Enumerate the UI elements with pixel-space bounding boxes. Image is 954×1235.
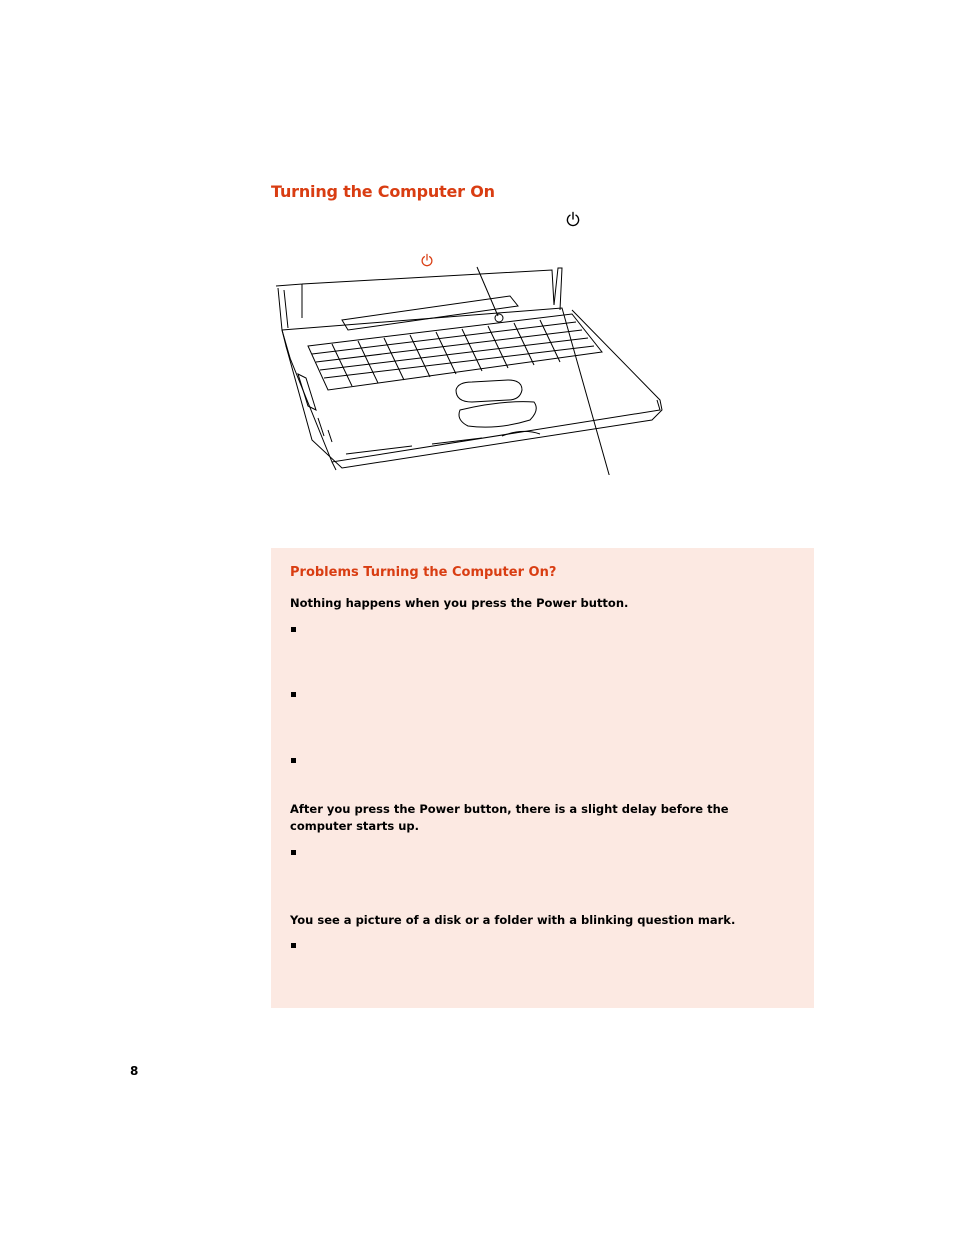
power-icon xyxy=(565,211,581,227)
problem-heading: Nothing happens when you press the Power button. xyxy=(290,596,629,610)
problem-heading: You see a picture of a disk or a folder with a blinking question mark. xyxy=(290,913,736,927)
power-button xyxy=(495,314,503,322)
section-title: Turning the Computer On xyxy=(271,182,495,201)
bullet xyxy=(291,627,296,632)
problem-heading: After you press the Power button, there is a slight delay before the computer starts up. xyxy=(290,802,729,833)
bullet xyxy=(291,850,296,855)
troubleshooting-sidebar xyxy=(271,548,814,1008)
bullet xyxy=(291,692,296,697)
sidebar-title: Problems Turning the Computer On? xyxy=(290,565,557,580)
bullet xyxy=(291,758,296,763)
page-number: 8 xyxy=(130,1064,139,1078)
laptop-illustration xyxy=(272,250,666,475)
bullet xyxy=(291,943,296,948)
